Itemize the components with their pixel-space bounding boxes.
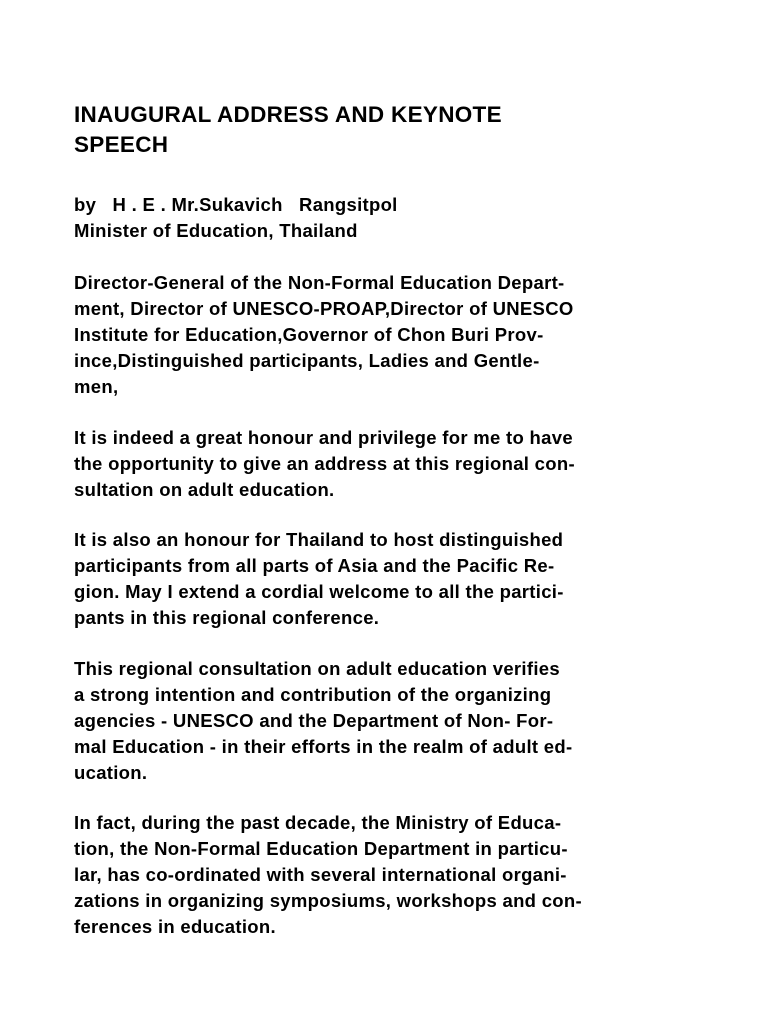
text-line: the opportunity to give an address at this regional con- (74, 452, 575, 474)
text-line: a strong intention and contribution of the organizing (74, 683, 552, 705)
text-line: It is also an honour for Thailand to host distinguished (74, 529, 564, 550)
text-line: ment, Director of UNESCO-PROAP,Director of UNESCO (74, 297, 574, 319)
text-line: ucation. (74, 761, 148, 783)
title-line: INAUGURAL ADDRESS AND KEYNOTE (74, 102, 502, 127)
text-line: sultation on adult education. (74, 478, 335, 500)
text-line: It is indeed a great honour and privilege for me to have (74, 427, 573, 448)
text-line: ince,Distinguished participants, Ladies and Gentle- (74, 349, 540, 371)
text-line: tion, the Non-Formal Education Department in particu- (74, 837, 568, 859)
text-line: mal Education - in their efforts in the realm of adult ed- (74, 735, 573, 757)
text-line: Director-General of the Non-Formal Education Depart- (74, 272, 565, 293)
text-line: zations in organizing symposiums, workshops and con- (74, 889, 582, 911)
paragraph-honour (74, 425, 575, 503)
text-line: men, (74, 375, 119, 397)
byline-position: Minister of Education, Thailand (74, 220, 358, 241)
byline-author: by H . E . Mr.Sukavich Rangsitpol (74, 194, 398, 215)
paragraph-consultation (74, 656, 572, 786)
paragraph-past-decade (74, 810, 582, 940)
text-line: pants in this regional conference. (74, 606, 380, 628)
text-line: Institute for Education,Governor of Chon Buri Prov- (74, 323, 544, 345)
text-line: In fact, during the past decade, the Ministry of Educa- (74, 812, 562, 833)
text-line: gion. May I extend a cordial welcome to all the partici- (74, 580, 564, 602)
author-byline (74, 192, 398, 244)
paragraph-welcome (74, 527, 564, 631)
text-line: participants from all parts of Asia and the Pacific Re- (74, 554, 555, 576)
title-line: SPEECH (74, 132, 169, 157)
text-line: ferences in education. (74, 915, 276, 937)
document-title (74, 100, 694, 160)
text-line: This regional consultation on adult education verifies (74, 658, 560, 679)
text-line: lar, has co-ordinated with several international organi- (74, 863, 567, 885)
paragraph-salutation (74, 270, 574, 400)
text-line: agencies - UNESCO and the Department of Non- For- (74, 709, 554, 731)
